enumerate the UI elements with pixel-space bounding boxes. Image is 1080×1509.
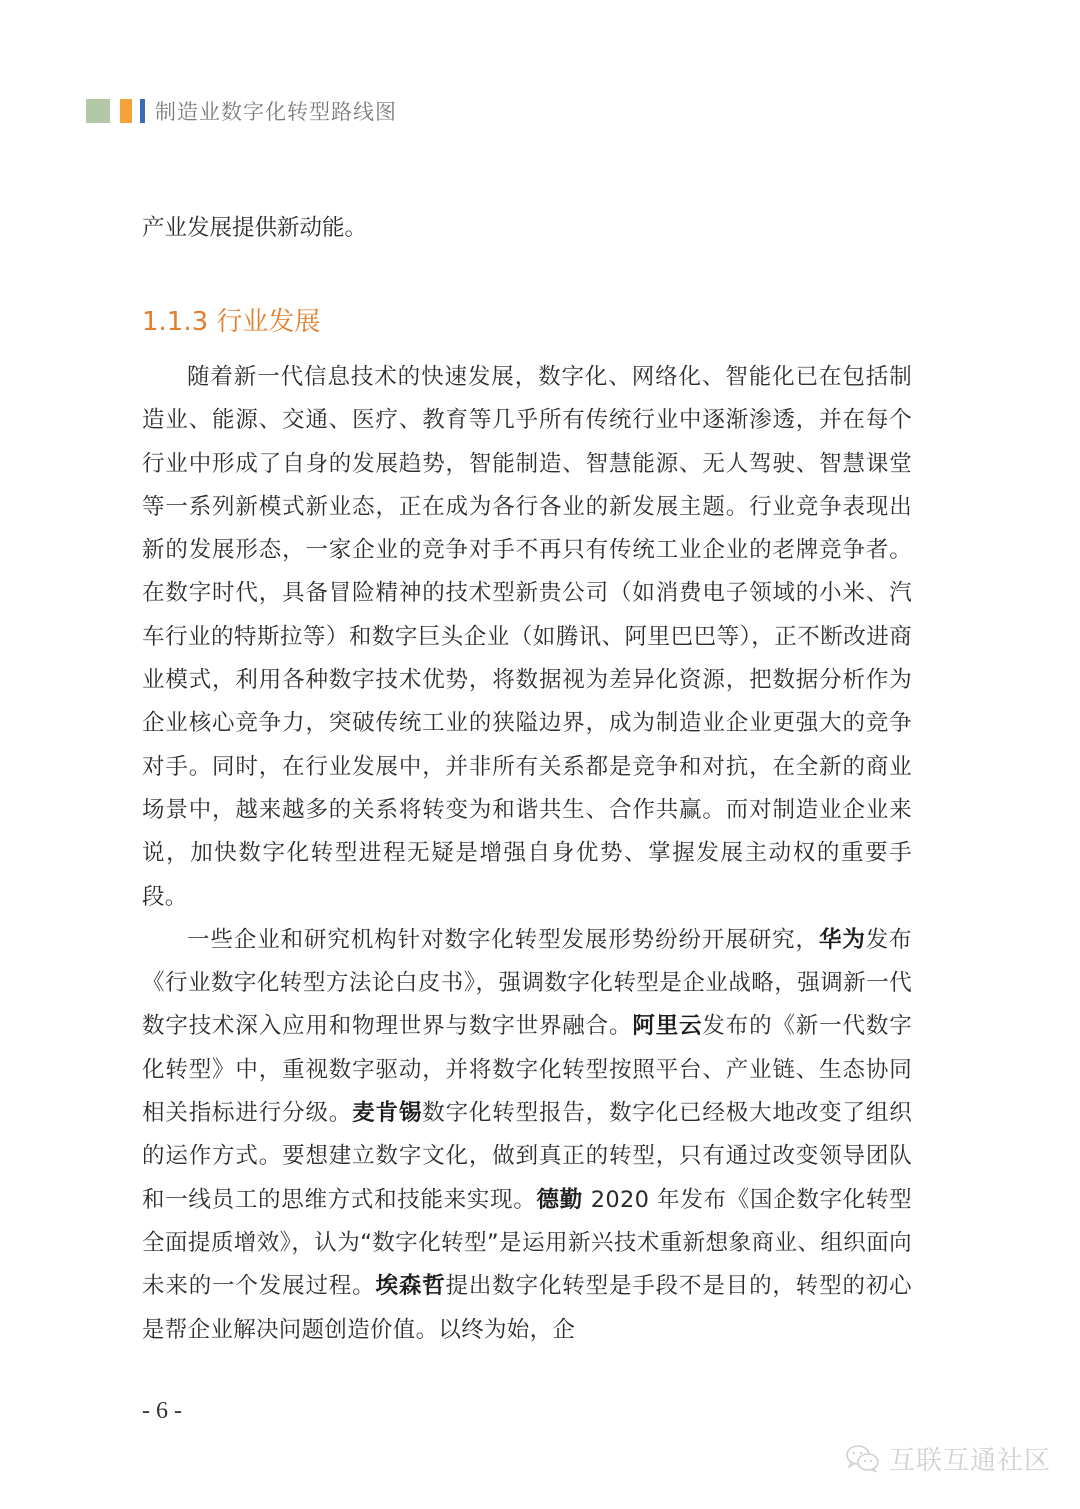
text-span: 发布《行业数字化转型方法论白皮书》，强调数字化转型是企业战略，强调新一代数字技术深入应用和物理世界与数字世界融合。: [142, 926, 912, 1040]
text-span: 一些企业和研究机构针对数字化转型发展形势纷纷开展研究，: [187, 926, 819, 953]
org-mckinsey: 麦肯锡: [352, 1100, 423, 1127]
text-span: 2020 年发布《国企数字化转型全面提质增效》，认为“数字化转型”是运用新兴技术重新想象商业、组织面向未来的一个发展过程。: [142, 1186, 912, 1300]
watermark-text: 互联互通社区: [889, 1446, 1052, 1476]
header-title: 制造业数字化转型路线图: [155, 100, 397, 124]
header-orange-block: [120, 99, 132, 123]
org-accenture: 埃森哲: [375, 1273, 446, 1300]
paragraph-industry-development: 随着新一代信息技术的快速发展，数字化、网络化、智能化已在包括制造业、能源、交通、医疗、教育等几乎所有传统行业中逐渐渗透，并在每个行业中形成了自身的发展趋势，智能制造、智慧能源、无人驾驶、智慧课堂等一系列新模式新业态，正在成为各行各业的新发展主题。行业竞争表现出新的发展形态，一家企业的竞争对手不再只有传统工业企业的老牌竞争者。在数字时代，具备冒险精神的技术型新贵公司（如消费电子领域的小米、汽车行业的特斯拉等）和数字巨头企业（如腾讯、阿里巴巴等），正不断改进商业模式，利用各种数字技术优势，将数据视为差异化资源，把数据分析作为企业核心竞争力，突破传统工业的狭隘边界，成为制造业企业更强大的竞争对手。同时，在行业发展中，并非所有关系都是竞争和对抗，在全新的商业场景中，越来越多的关系将转变为和谐共生、合作共赢。而对制造业企业来说，加快数字化转型进程无疑是增强自身优势、掌握发展主动权的重要手段。: [142, 364, 912, 910]
watermark: [845, 1440, 1051, 1477]
org-aliyun: 阿里云: [632, 1013, 703, 1040]
org-huawei: 华为: [818, 926, 866, 953]
text-span: 数字化转型报告，数字化已经极大地改变了组织的运作方式。要想建立数字文化，做到真正的转型，只有通过改变领导团队和一线员工的思维方式和技能来实现。: [142, 1100, 913, 1213]
page-number: - 6 -: [142, 1398, 182, 1424]
running-header: [86, 96, 397, 126]
paragraph-research-institutions: [142, 919, 912, 1352]
header-green-block: [86, 99, 110, 123]
text-span: 发布的《新一代数字化转型》中，重视数字驱动，并将数字化转型按照平台、产业链、生态协同相关指标进行分级。: [142, 1013, 913, 1127]
org-deloitte: 德勤: [536, 1186, 583, 1213]
header-blue-block: [140, 99, 145, 123]
wechat-icon: [845, 1444, 881, 1474]
document-body: [142, 207, 912, 1352]
continued-text: 产业发展提供新动能。: [142, 215, 368, 241]
section-heading: 1.1.3 行业发展: [142, 307, 321, 337]
text-span: 提出数字化转型是手段不是目的，转型的初心是帮企业解决问题创造价值。以终为始，企: [142, 1273, 912, 1343]
